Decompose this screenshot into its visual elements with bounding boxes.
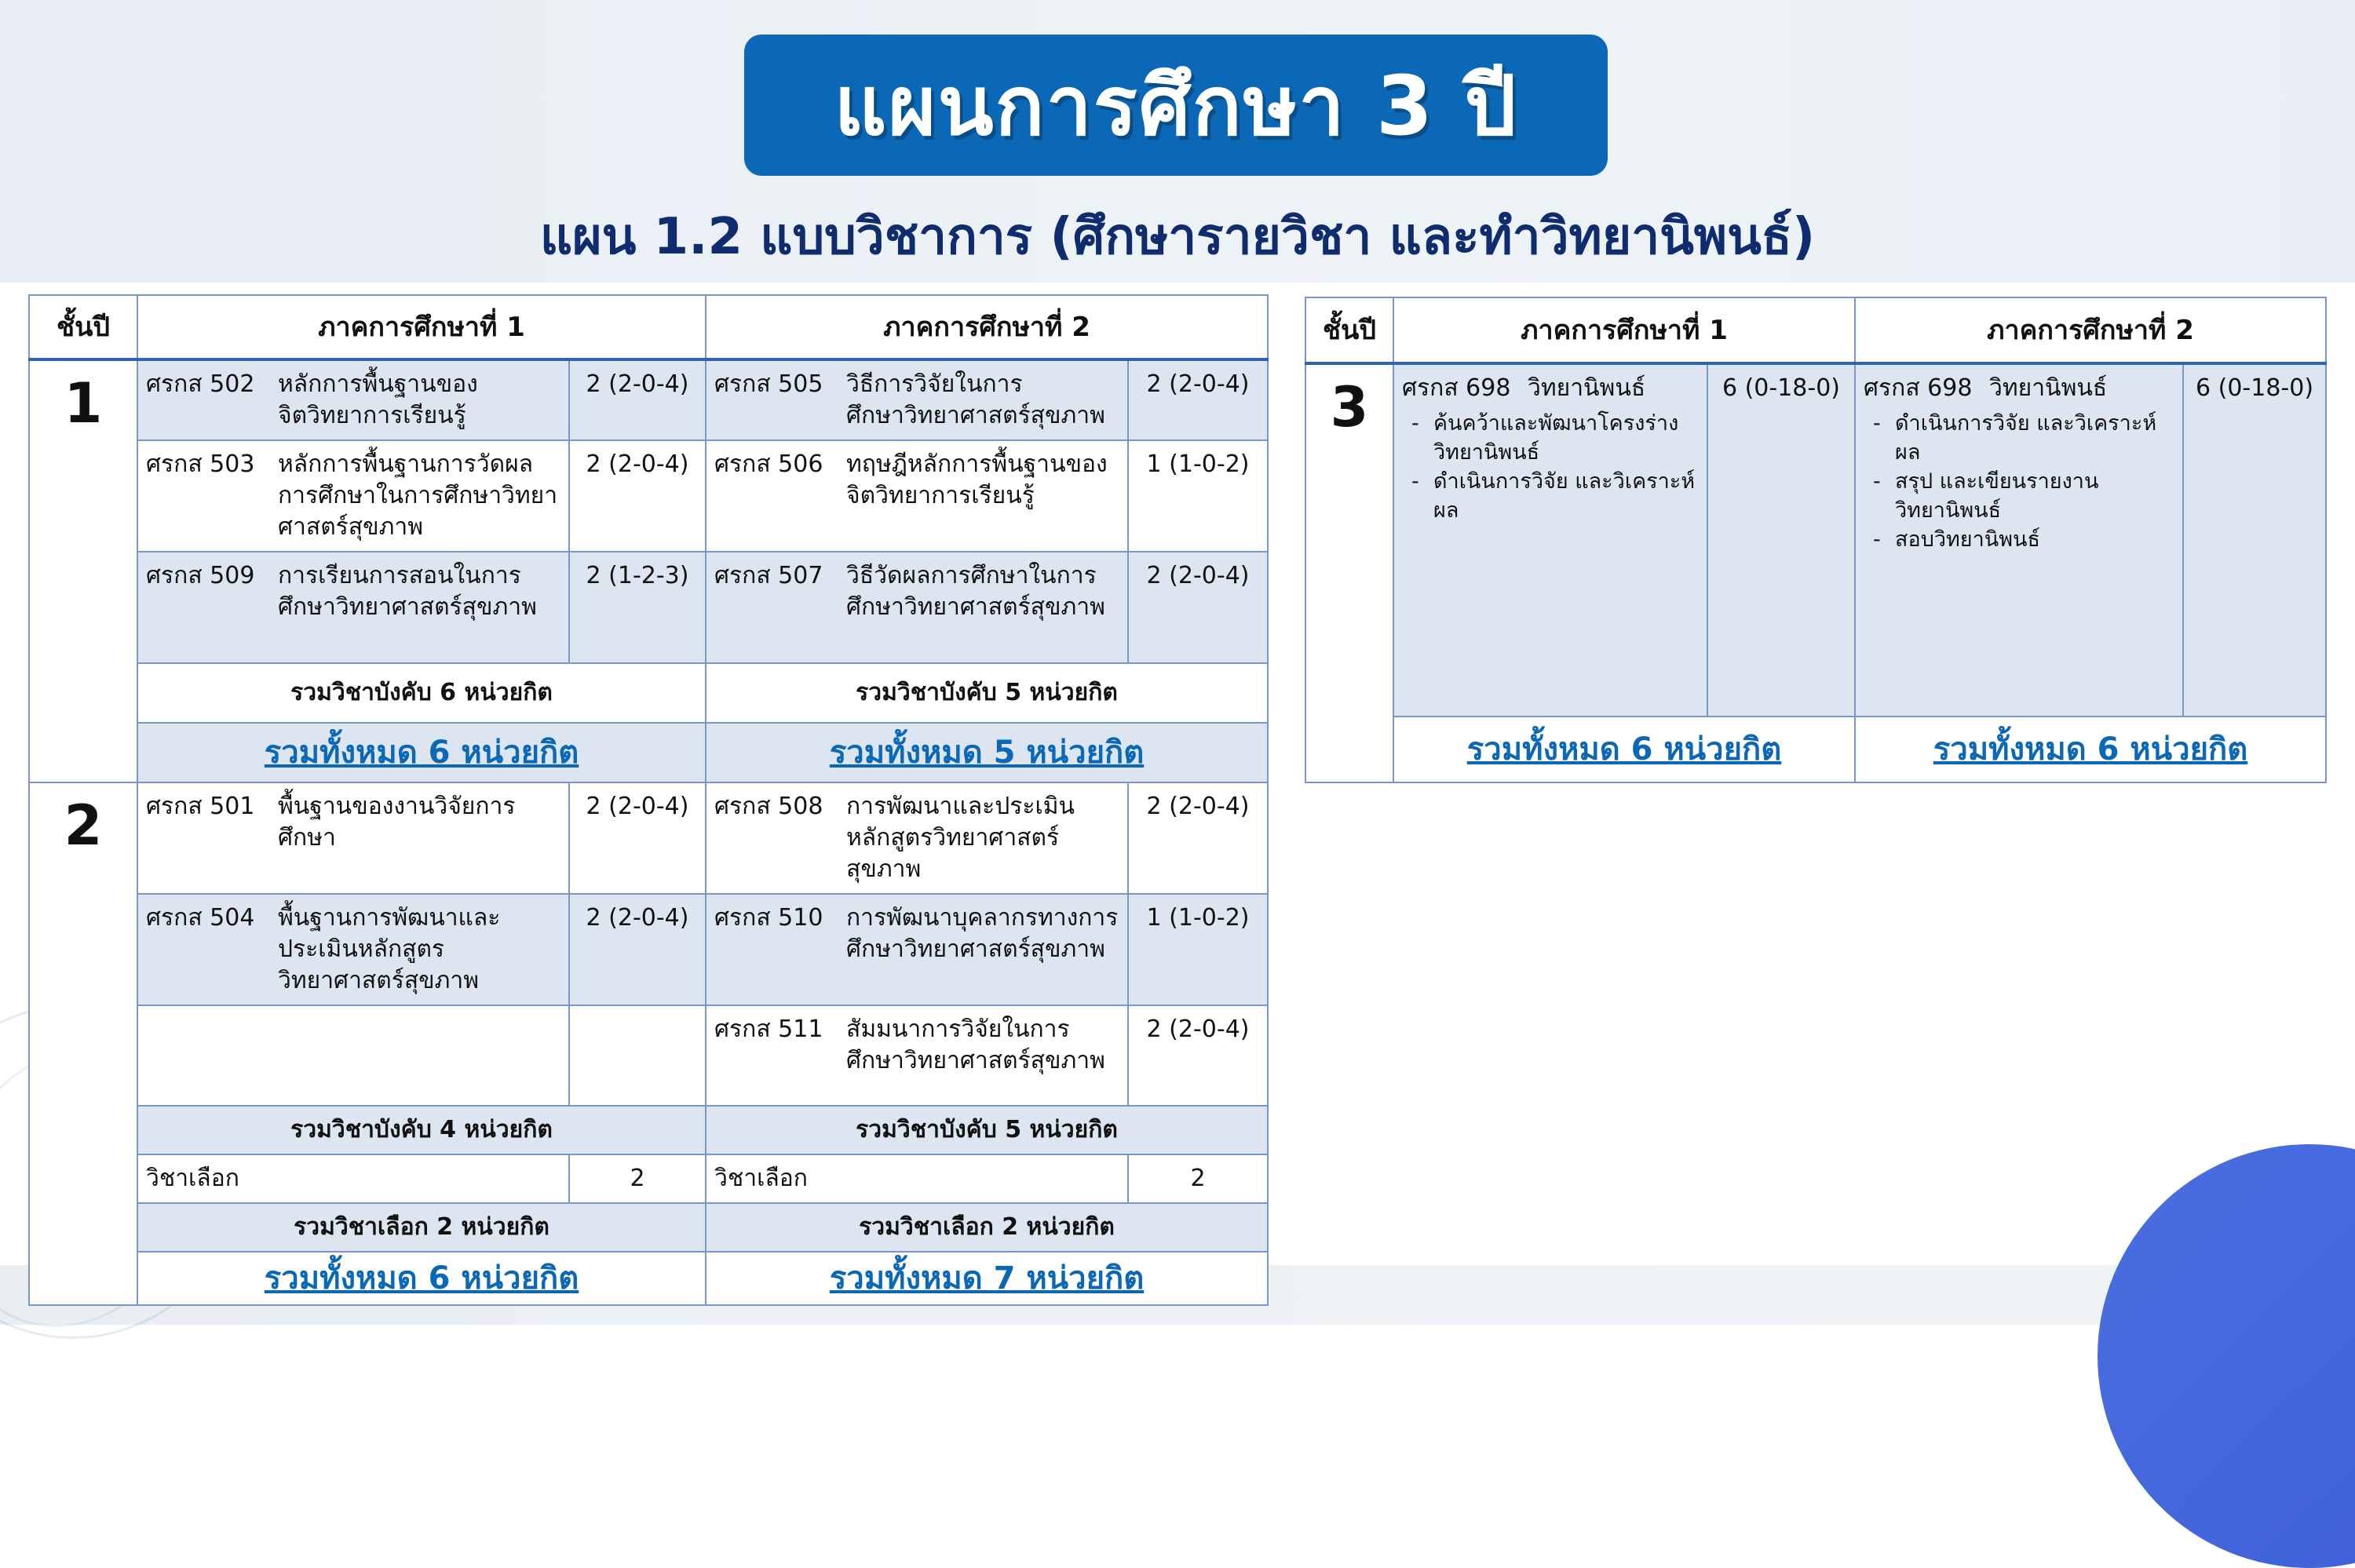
- course-code: ศรกส 508: [714, 793, 823, 820]
- decorative-blob: [2098, 1144, 2355, 1568]
- table-row: [29, 1005, 1268, 1106]
- course-name: ทฤษฎีหลักการพื้นฐานของจิตวิทยาการเรียนรู้: [846, 450, 1108, 509]
- course-name: การเรียนการสอนในการศึกษาวิทยาศาสตร์สุขภาพ: [278, 562, 537, 621]
- page-subtitle: แผน 1.2 แบบวิชาการ (ศึกษารายวิชา และทำวิทยานิพนธ์): [539, 208, 1816, 266]
- elective-sum: รวมวิชาเลือก 2 หน่วยกิต: [706, 1203, 1268, 1252]
- required-sum: รวมวิชาบังคับ 6 หน่วยกิต: [137, 663, 706, 723]
- course-code: ศรกส 509: [146, 562, 255, 589]
- course-code: ศรกส 507: [714, 562, 823, 589]
- course-code: ศรกส 505: [714, 370, 823, 398]
- course-credit: 2 (2-0-4): [569, 782, 706, 894]
- course-name: วิทยานิพนธ์: [1528, 374, 1646, 402]
- elective-label: วิชาเลือก: [137, 1154, 569, 1203]
- elective-credit: 2: [1128, 1154, 1268, 1203]
- course-credit: 1 (1-0-2): [1128, 440, 1268, 552]
- list-item: - สรุป และเขียนรายงานวิทยานิพนธ์: [1895, 467, 2174, 525]
- course-code: ศรกส 511: [714, 1016, 823, 1043]
- course-credit: 2 (2-0-4): [569, 894, 706, 1005]
- course-credit: 2 (2-0-4): [1128, 552, 1268, 663]
- title-banner: [744, 35, 1608, 176]
- total-credits-link[interactable]: รวมทั้งหมด 6 หน่วยกิต: [137, 723, 706, 782]
- total-credits-link[interactable]: รวมทั้งหมด 6 หน่วยกิต: [137, 1252, 706, 1305]
- list-item: - ค้นคว้าและพัฒนาโครงร่างวิทยานิพนธ์: [1433, 409, 1699, 467]
- course-name: หลักการพื้นฐานการวัดผลการศึกษาในการศึกษาวิทยาศาสตร์สุขภาพ: [278, 450, 558, 541]
- required-sum: รวมวิชาบังคับ 5 หน่วยกิต: [706, 663, 1268, 723]
- header-semester-2: ภาคการศึกษาที่ 2: [1855, 297, 2326, 363]
- table-row: [29, 894, 1268, 1005]
- course-credit: 2 (1-2-3): [569, 552, 706, 663]
- year-label: 3: [1305, 363, 1393, 782]
- table-row: [29, 782, 1268, 894]
- list-item: - สอบวิทยานิพนธ์: [1895, 525, 2174, 554]
- course-code: ศรกส 503: [146, 450, 255, 478]
- course-credit: 2 (2-0-4): [1128, 359, 1268, 440]
- header-year: ชั้นปี: [1305, 297, 1393, 363]
- course-name: สัมมนาการวิจัยในการศึกษาวิทยาศาสตร์สุขภาพ: [846, 1016, 1105, 1074]
- course-code: ศรกส 501: [146, 793, 255, 820]
- course-name: วิธีวัดผลการศึกษาในการศึกษาวิทยาศาสตร์สุขภาพ: [846, 562, 1105, 621]
- list-item: - ดำเนินการวิจัย และวิเคราะห์ผล: [1895, 409, 2174, 467]
- thesis-activity-list: [1864, 409, 2174, 554]
- course-name: การพัฒนาและประเมินหลักสูตรวิทยาศาสตร์สุขภาพ: [846, 793, 1075, 883]
- header-semester-1: ภาคการศึกษาที่ 1: [137, 295, 706, 359]
- header-semester-2: ภาคการศึกษาที่ 2: [706, 295, 1268, 359]
- study-plan-table-years-1-2: [28, 294, 1269, 1306]
- required-sum: รวมวิชาบังคับ 4 หน่วยกิต: [137, 1106, 706, 1154]
- page-title: แผนการศึกษา 3 ปี: [834, 57, 1518, 154]
- course-name: หลักการพื้นฐานของจิตวิทยาการเรียนรู้: [278, 370, 478, 429]
- course-credit: 6 (0-18-0): [1707, 363, 1855, 717]
- course-credit: 1 (1-0-2): [1128, 894, 1268, 1005]
- elective-sum: รวมวิชาเลือก 2 หน่วยกิต: [137, 1203, 706, 1252]
- course-credit: 2 (2-0-4): [1128, 782, 1268, 894]
- table-row: [29, 440, 1268, 552]
- header-semester-1: ภาคการศึกษาที่ 1: [1393, 297, 1855, 363]
- course-code: ศรกส 504: [146, 904, 255, 932]
- elective-credit: 2: [569, 1154, 706, 1203]
- course-code: ศรกส 510: [714, 904, 823, 932]
- course-credit: [569, 1005, 706, 1106]
- elective-label: วิชาเลือก: [706, 1154, 1128, 1203]
- course-name: พื้นฐานของงานวิจัยการศึกษา: [278, 793, 516, 851]
- course-credit: 2 (2-0-4): [1128, 1005, 1268, 1106]
- course-credit: 6 (0-18-0): [2183, 363, 2326, 717]
- year-label: 2: [29, 782, 137, 1305]
- course-name: การพัฒนาบุคลากรทางการศึกษาวิทยาศาสตร์สุขภาพ: [846, 904, 1119, 963]
- total-credits-link[interactable]: รวมทั้งหมด 7 หน่วยกิต: [706, 1252, 1268, 1305]
- total-credits-link[interactable]: รวมทั้งหมด 6 หน่วยกิต: [1855, 717, 2326, 782]
- list-item: - ดำเนินการวิจัย และวิเคราะห์ผล: [1433, 467, 1699, 525]
- course-credit: 2 (2-0-4): [569, 359, 706, 440]
- year-label: 1: [29, 359, 137, 782]
- study-plan-table-year-3: [1305, 297, 2327, 783]
- table-row: [29, 552, 1268, 663]
- header-year: ชั้นปี: [29, 295, 137, 359]
- course-name: วิธีการวิจัยในการศึกษาวิทยาศาสตร์สุขภาพ: [846, 370, 1105, 429]
- course-code: ศรกส 506: [714, 450, 823, 478]
- required-sum: รวมวิชาบังคับ 5 หน่วยกิต: [706, 1106, 1268, 1154]
- thesis-activity-list: [1402, 409, 1699, 525]
- course-code: ศรกส 698: [1864, 374, 1973, 402]
- course-code: ศรกส 502: [146, 370, 255, 398]
- course-name: วิทยานิพนธ์: [1989, 374, 2108, 402]
- table-row: [1305, 363, 2326, 717]
- course-code: ศรกส 698: [1402, 374, 1511, 402]
- course-credit: 2 (2-0-4): [569, 440, 706, 552]
- total-credits-link[interactable]: รวมทั้งหมด 5 หน่วยกิต: [706, 723, 1268, 782]
- total-credits-link[interactable]: รวมทั้งหมด 6 หน่วยกิต: [1393, 717, 1855, 782]
- course-name: พื้นฐานการพัฒนาและประเมินหลักสูตรวิทยาศาสตร์สุขภาพ: [278, 904, 501, 994]
- table-row: [29, 359, 1268, 440]
